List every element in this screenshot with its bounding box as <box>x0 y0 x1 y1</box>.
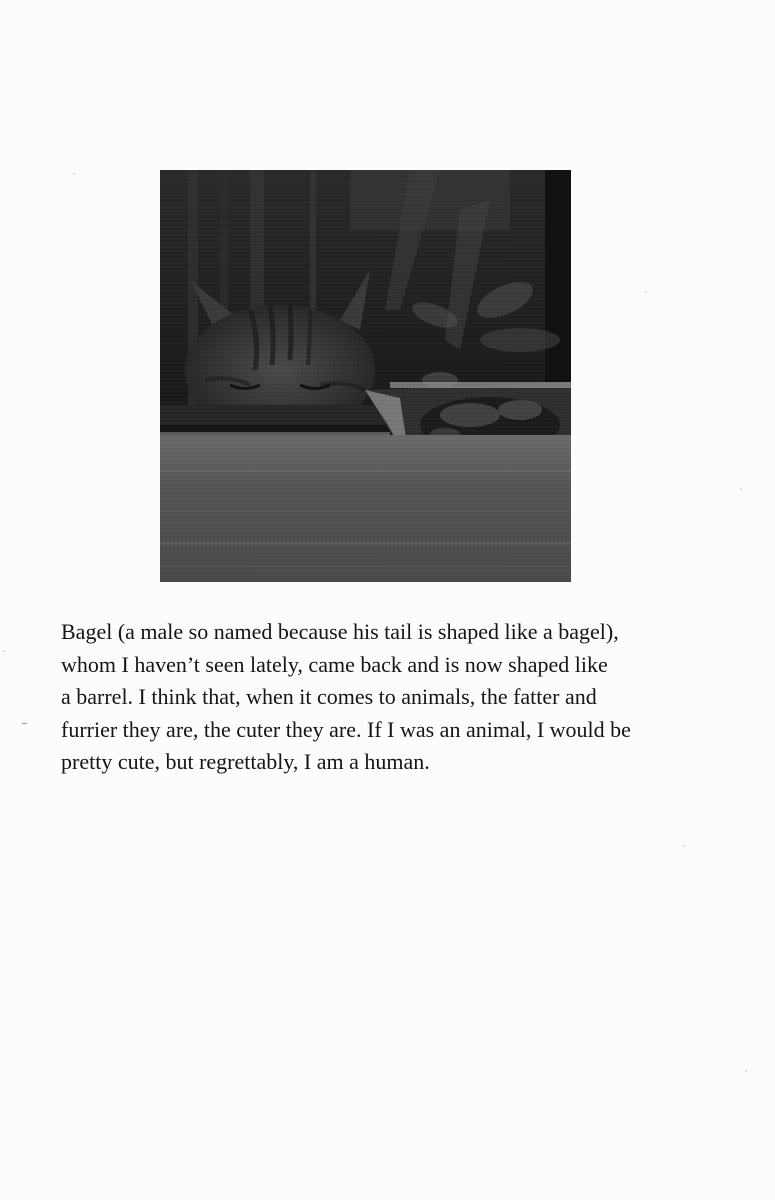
caption-line: a barrel. I think that, when it comes to animals, the fatter and <box>61 684 597 709</box>
scan-speck <box>73 173 75 175</box>
scan-speck <box>740 488 742 490</box>
cat-photo-graphic <box>160 170 571 582</box>
scan-speck <box>683 845 685 847</box>
scan-speck <box>3 650 5 652</box>
photo-caption <box>61 616 701 779</box>
cat-photo <box>160 170 571 582</box>
caption-line: Bagel (a male so named because his tail is shaped like a bagel), <box>61 619 619 644</box>
caption-line: furrier they are, the cuter they are. If I was an animal, I would be <box>61 716 631 742</box>
scan-speck <box>645 291 647 293</box>
caption-line: pretty cute, but regrettably, I am a human. <box>61 749 430 774</box>
caption-line: whom I haven’t seen lately, came back and is now shaped like <box>61 651 608 677</box>
margin-mark <box>22 723 27 724</box>
scan-speck <box>745 1070 747 1072</box>
